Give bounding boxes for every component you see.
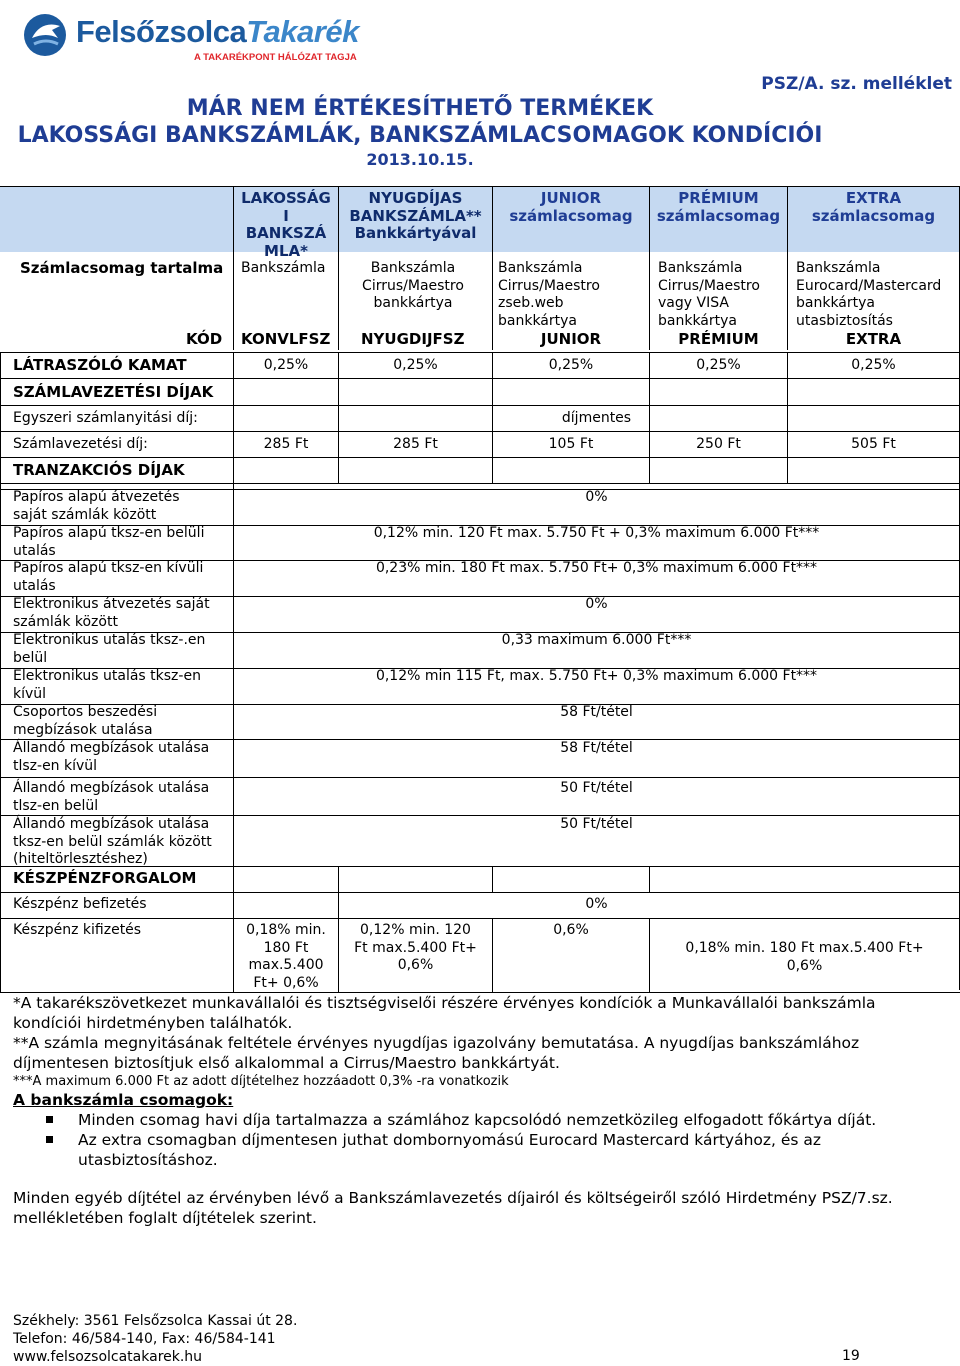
footer-address: Székhely: 3561 Felsőzsolca Kassai út 28. xyxy=(13,1313,298,1329)
maintenance-fee-value: 285 Ft xyxy=(263,436,309,452)
logo-tagline: A TAKARÉKPONT HÁLÓZAT TAGJA xyxy=(194,52,357,63)
tx-row-value: 0,12% min 115 Ft, max. 5.750 Ft+ 0,3% maximum 6.000 Ft*** xyxy=(375,668,818,684)
footer-website[interactable]: www.felsozsolcatakarek.hu xyxy=(13,1349,203,1365)
page-title: MÁR NEM ÉRTÉKESÍTHETŐ TERMÉKEK xyxy=(186,96,654,121)
cash-withdrawal-premium-extra: 0,18% min. 180 Ft max.5.400 Ft+ 0,6% xyxy=(685,940,924,974)
contents-nyugdijas: Bankszámla Cirrus/Maestro bankkártya xyxy=(362,260,464,311)
note-maximum: ***A maximum 6.000 Ft az adott díjtételhez hozzáadott 0,3% -ra vonatkozik xyxy=(13,1074,509,1089)
tx-row-label: Elektronikus átvezetés saját számlák között xyxy=(13,596,210,630)
tx-row-label: Állandó megbízások utalása tlsz-en belül xyxy=(13,780,210,814)
interest-value: 0,25% xyxy=(548,357,594,373)
header-premium: PRÉMIUM számlacsomag xyxy=(656,189,781,225)
code-lakossagi: KONVLFSZ xyxy=(241,330,331,348)
logo-mark-icon xyxy=(22,12,68,58)
header-nyugdijas: NYUGDÍJAS BANKSZÁMLA** Bankkártyával xyxy=(349,189,482,242)
cash-withdrawal-lakossagi: 0,18% min. 180 Ft max.5.400 Ft+ 0,6% xyxy=(246,922,326,991)
brand-logo xyxy=(14,6,359,70)
code-premium: PRÉMIUM xyxy=(678,330,759,348)
maintenance-fee-value: 105 Ft xyxy=(548,436,594,452)
note-pensioners: **A számla megnyitásának feltétele érvényes nyugdíjas igazolvány bemutatása. A nyugdíjas bankszámlához díjmentesen biztosítjuk első alkalommal a Cirrus/Maestro bankkártyát. xyxy=(13,1034,860,1072)
tx-row-label: Csoportos beszedési megbízások utalása xyxy=(13,704,158,738)
interest-value: 0,25% xyxy=(696,357,741,373)
packages-heading: A bankszámla csomagok: xyxy=(13,1091,234,1109)
tx-row-label: Papíros alapú átvezetés saját számlák között xyxy=(13,489,180,523)
header-extra: EXTRA számlacsomag xyxy=(811,189,936,225)
contents-premium: Bankszámla Cirrus/Maestro vagy VISA bankkártya xyxy=(658,260,760,329)
page-date: 2013.10.15. xyxy=(366,150,474,169)
code-nyugdijas: NYUGDIJFSZ xyxy=(361,330,465,348)
cash-deposit-value: 0% xyxy=(585,896,608,912)
opening-fee-label: Egyszeri számlanyitási díj: xyxy=(13,410,198,426)
interest-label: LÁTRASZÓLÓ KAMAT xyxy=(13,356,187,374)
tx-row-value: 0% xyxy=(585,596,608,612)
contents-label: Számlacsomag tartalma xyxy=(20,259,224,277)
package-bullet-1: Minden csomag havi díja tartalmazza a számlához kapcsolódó nemzetközileg elfogadott főkártya díját. xyxy=(78,1111,877,1129)
tx-row-label: Papíros alapú tksz-en kívüli utalás xyxy=(13,560,204,594)
tx-section-title: TRANZAKCIÓS DÍJAK xyxy=(13,461,185,479)
fees-section-title: SZÁMLAVEZETÉSI DÍJAK xyxy=(13,383,214,401)
tx-row-value: 0% xyxy=(585,489,608,505)
bullet-square-icon xyxy=(46,1136,53,1143)
tx-row-label: Elektronikus utalás tksz-en kívül xyxy=(13,668,201,702)
code-label: KÓD xyxy=(186,330,223,348)
interest-value: 0,25% xyxy=(851,357,896,373)
cash-withdrawal-junior: 0,6% xyxy=(553,922,589,938)
code-junior: JUNIOR xyxy=(540,330,602,348)
tx-row-label: Papíros alapú tksz-en belüli utalás xyxy=(13,525,205,559)
cash-withdrawal-nyugdijas: 0,12% min. 120 Ft max.5.400 Ft+ 0,6% xyxy=(354,922,477,973)
cash-deposit-label: Készpénz befizetés xyxy=(13,896,147,912)
logo-wordmark: FelsőzsolcaTakarék xyxy=(76,14,359,49)
note-employees: *A takarékszövetkezet munkavállalói és tisztségviselői részére érvényes kondíciók a Munkavállalói bankszámla kondíciói hirdetményben találhatók. xyxy=(13,994,876,1032)
contents-junior: Bankszámla Cirrus/Maestro zseb.web bankkártya xyxy=(498,260,600,329)
maintenance-fee-value: 505 Ft xyxy=(851,436,896,452)
tx-row-value: 50 Ft/tétel xyxy=(560,816,633,832)
tx-row-value: 58 Ft/tétel xyxy=(560,704,633,720)
cash-section-title: KÉSZPÉNZFORGALOM xyxy=(13,869,197,887)
tx-row-value: 0,33 maximum 6.000 Ft*** xyxy=(501,632,692,648)
header-lakossagi: LAKOSSÁG I BANKSZÁ MLA* xyxy=(241,189,331,260)
package-bullet-2: Az extra csomagban díjmentesen juthat dombornyomású Eurocard Mastercard kártyához, és az utasbiztosításhoz. xyxy=(78,1131,822,1169)
tx-row-value: 50 Ft/tétel xyxy=(560,780,633,796)
tx-row-label: Elektronikus utalás tksz-.en belül xyxy=(13,632,206,666)
interest-value: 0,25% xyxy=(263,357,309,373)
tx-row-value: 0,12% min. 120 Ft max. 5.750 Ft + 0,3% maximum 6.000 Ft*** xyxy=(373,525,820,541)
footer-phone: Telefon: 46/584-140, Fax: 46/584-141 xyxy=(13,1331,276,1347)
code-extra: EXTRA xyxy=(845,330,902,348)
maintenance-fee-label: Számlavezetési díj: xyxy=(13,436,148,452)
cash-withdrawal-label: Készpénz kifizetés xyxy=(13,922,142,938)
opening-fee-value: díjmentes xyxy=(561,410,632,426)
contents-lakossagi: Bankszámla xyxy=(241,260,326,276)
bullet-square-icon xyxy=(46,1116,53,1123)
contents-extra: Bankszámla Eurocard/Mastercard bankkártya utasbiztosítás xyxy=(796,260,942,329)
header-junior: JUNIOR számlacsomag xyxy=(509,189,633,225)
page-number: 19 xyxy=(842,1348,860,1364)
note-other-fees: Minden egyéb díjtétel az érvényben lévő a Bankszámlavezetés díjairól és költségeiről szóló Hirdetmény PSZ/7.sz. mellékletében foglalt díjtételek szerint. xyxy=(13,1189,893,1227)
tx-row-label: Állandó megbízások utalása tksz-en belül számlák között (hiteltörlesztéshez) xyxy=(13,816,212,867)
maintenance-fee-value: 250 Ft xyxy=(696,436,741,452)
page-subtitle: LAKOSSÁGI BANKSZÁMLÁK, BANKSZÁMLACSOMAGOK KONDÍCIÓI xyxy=(17,123,823,148)
maintenance-fee-value: 285 Ft xyxy=(393,436,438,452)
tx-row-value: 0,23% min. 180 Ft max. 5.750 Ft+ 0,3% maximum 6.000 Ft*** xyxy=(375,560,818,576)
tx-row-value: 58 Ft/tétel xyxy=(560,740,633,756)
annex-label: PSZ/A. sz. melléklet xyxy=(761,74,952,94)
tx-row-label: Állandó megbízások utalása tlsz-en kívül xyxy=(13,740,210,774)
interest-value: 0,25% xyxy=(393,357,438,373)
